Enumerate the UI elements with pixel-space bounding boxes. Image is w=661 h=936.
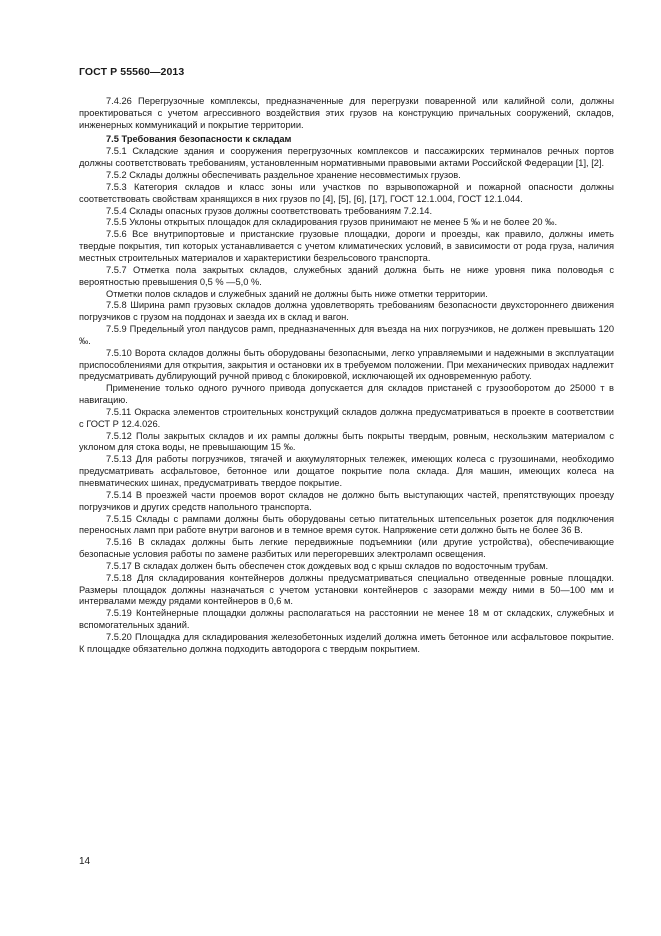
paragraph-7-5-6: 7.5.6 Все внутрипортовые и пристанские грузовые площадки, дороги и проезды, как правило, должны иметь твердые покрытия, тип которых устанавливается с учетом климатических условий, в зависимости от рода груза, наличия местных строительных материалов и характеристики безрельсового транспорта. (79, 229, 614, 263)
paragraph-7-5-8: 7.5.8 Ширина рамп грузовых складов должна удовлетворять требованиям безопасности двухстороннего движения погрузчиков с грузом на поддонах и заезда их в склад и вагон. (79, 300, 614, 323)
paragraph-7-5-7-note: Отметки полов складов и служебных зданий не должны быть ниже отметки территории. (106, 288, 488, 299)
section-heading-7-5: 7.5 Требования безопасности к складам (106, 133, 292, 144)
paragraph-7-5-1: 7.5.1 Складские здания и сооружения перегрузочных комплексов и пассажирских терминалов речных портов должны соответствовать требованиям, установленным нормативными правовыми актами Российской Федерации [1], [2]. (79, 146, 614, 169)
paragraph-7-5-4: 7.5.4 Склады опасных грузов должны соответствовать требованиям 7.2.14. (106, 205, 433, 216)
paragraph-7-5-10-note: Применение только одного ручного привода допускается для складов пристаней с грузооборотом до 25000 т в навигацию. (79, 383, 614, 406)
paragraph-7-5-10: 7.5.10 Ворота складов должны быть оборудованы безопасными, легко управляемыми и надежными в эксплуатации приспособлениями для открытия, закрытия и остановки их в требуемом положении. При механических приводах надлежит предусматривать дублирующий ручной привод с блокировкой, исключающей их одновременную работу. (79, 347, 614, 382)
document-body (79, 96, 614, 656)
paragraph-7-5-18: 7.5.18 Для складирования контейнеров должны предусматриваться специально отведенные ровные площадки. Размеры площадок должны назначаться с учетом установки контейнеров с зазорами между ними в 50—100 мм и интервалами между рядами контейнеров в 0,6 м. (79, 572, 614, 607)
paragraph-7-5-16: 7.5.16 В складах должны быть легкие передвижные подъемники (или другие устройства), обеспечивающие безопасные условия работы по замене разбитых или перегоревших электроламп освещения. (79, 537, 614, 560)
paragraph-7-5-9: 7.5.9 Предельный угол пандусов рамп, предназначенных для въезда на них погрузчиков, не должен превышать 120 ‰. (79, 324, 614, 346)
paragraph-7-5-14: 7.5.14 В проезжей части проемов ворот складов не должно быть выступающих частей, препятствующих проезду погрузчиков и других средств напольного транспорта. (79, 489, 614, 512)
paragraph-7-5-17: 7.5.17 В складах должен быть обеспечен сток дождевых вод с крыш складов по водосточным трубам. (106, 560, 549, 571)
paragraph-7-5-13: 7.5.13 Для работы погрузчиков, тягачей и аккумуляторных тележек, имеющих колеса с грузошинами, необходимо предусматривать асфальтовое, бетонное или дощатое покрытие пола склада. Для машин, имеющих колеса на пневматических шинах, предусматривать твердое покрытие. (79, 454, 614, 488)
paragraph-7-5-20: 7.5.20 Площадка для складирования железобетонных изделий должна иметь бетонное или асфальтовое покрытие. К площадке обязательно должна подходить автодорога с твердым покрытием. (79, 631, 614, 654)
paragraph-7-5-2: 7.5.2 Склады должны обеспечивать раздельное хранение несовместимых грузов. (106, 170, 461, 181)
paragraph-7-5-7: 7.5.7 Отметка пола закрытых складов, служебных зданий должна быть не ниже уровня пика половодья с вероятностью превышения 0,5 % —5,0 %. (79, 264, 614, 287)
paragraph-7-5-15: 7.5.15 Склады с рампами должны быть оборудованы сетью питательных штепсельных розеток для подключения переносных ламп при работе внутри вагонов и в темное время суток. Напряжение сети должно быть не более 36 В. (79, 513, 614, 536)
paragraph-7-5-12: 7.5.12 Полы закрытых складов и их рампы должны быть покрыты твердым, ровным, нескользким материалом с уклоном для стока воды, не превышающим 15 ‰. (79, 430, 614, 453)
paragraph-7-5-3: 7.5.3 Категория складов и класс зоны или участков по взрывопожарной и пожарной опасности должны соответствовать свойствам хранящихся в них грузов по [4], [5], [6], [17], ГОСТ 12.1.004, ГОСТ 12.1.044. (79, 181, 614, 204)
paragraph-7-4-26: 7.4.26 Перегрузочные комплексы, предназначенные для перегрузки поваренной или калийной соли, должны проектироваться с учетом агрессивного воздействия этих грузов на конструкцию причальных сооружений, складов, инженерных коммуникаций и покрытие территории. (79, 96, 614, 130)
page-number: 14 (79, 856, 91, 867)
paragraph-7-5-19: 7.5.19 Контейнерные площадки должны располагаться на расстоянии не менее 18 м от складских, служебных и вспомогательных зданий. (79, 608, 614, 631)
document-header: ГОСТ Р 55560—2013 (79, 66, 185, 78)
paragraph-7-5-11: 7.5.11 Окраска элементов строительных конструкций складов должна предусматриваться в проекте в соответствии с ГОСТ Р 12.4.026. (79, 406, 614, 429)
paragraph-7-5-5: 7.5.5 Уклоны открытых площадок для складирования грузов принимают не менее 5 ‰ и не более 20 ‰. (106, 217, 558, 228)
